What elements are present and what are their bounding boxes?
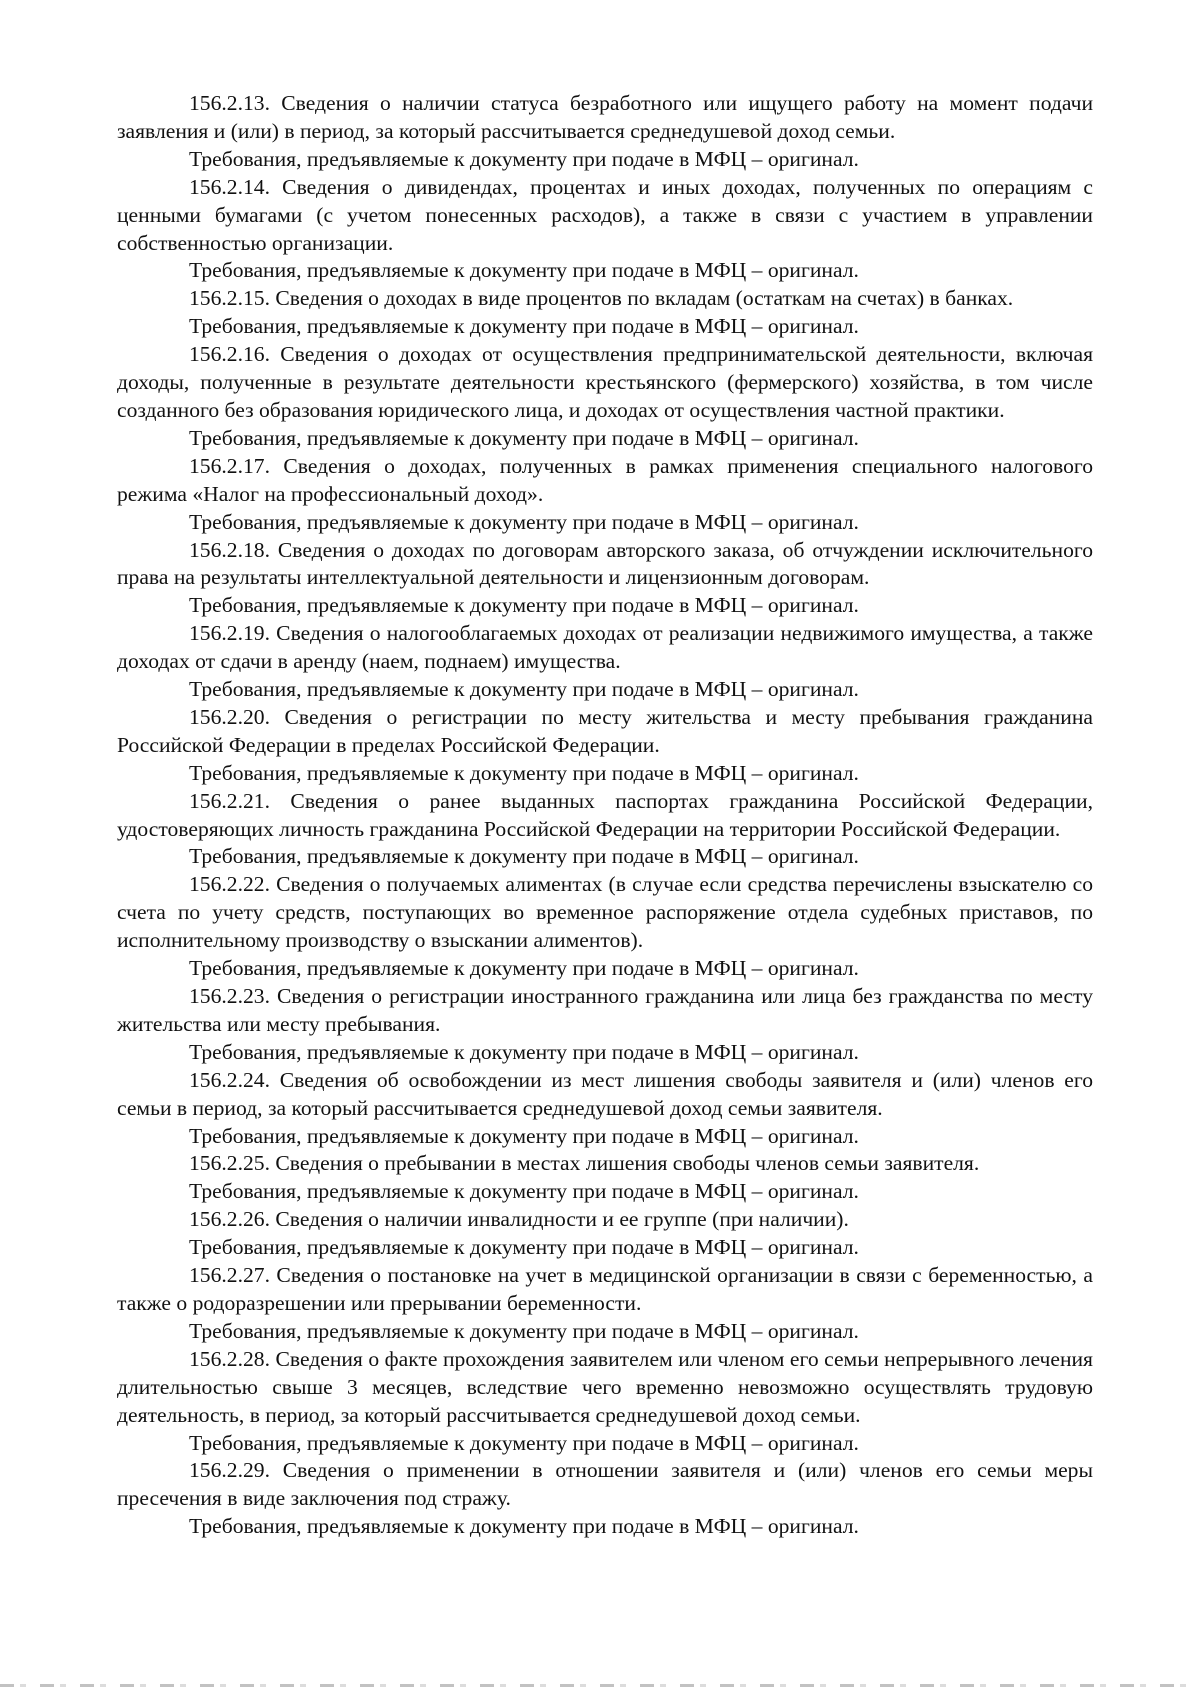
requirement-line: Требования, предъявляемые к документу при подаче в МФЦ – оригинал. <box>189 1514 859 1539</box>
requirement-line: Требования, предъявляемые к документу при подаче в МФЦ – оригинал. <box>189 258 859 283</box>
paragraph-156-2-21: 156.2.21. Сведения о ранее выданных паспортах гражданина Российской Федерации, удостоверяющих личность гражданина Российской Федерации на территории Российской Федерации. <box>117 788 1093 841</box>
paragraph-156-2-22: 156.2.22. Сведения о получаемых алиментах (в случае если средства перечислены взыскателю со счета по учету средств, поступающих во временное распоряжение отдела судебных приставов, по исполнительному производству о взыскании алиментов). <box>117 872 1093 953</box>
paragraph-156-2-26: 156.2.26. Сведения о наличии инвалидности и ее группе (при наличии). <box>189 1207 849 1232</box>
requirement-line: Требования, предъявляемые к документу при подаче в МФЦ – оригинал. <box>189 956 859 981</box>
scan-edge-artifact <box>0 1684 1200 1687</box>
paragraph-156-2-15: 156.2.15. Сведения о доходах в виде процентов по вкладам (остаткам на счетах) в банках. <box>189 286 1014 311</box>
paragraph-156-2-23: 156.2.23. Сведения о регистрации иностранного гражданина или лица без гражданства по месту жительства или месту пребывания. <box>117 984 1093 1036</box>
paragraph-156-2-28: 156.2.28. Сведения о факте прохождения заявителем или членом его семьи непрерывного лечения длительностью свыше 3 месяцев, вследствие чего временно невозможно осуществлять трудовую деятельность, в период, за который рассчитывается среднедушевой доход семьи. <box>117 1346 1093 1427</box>
paragraph-156-2-17: 156.2.17. Сведения о доходах, полученных в рамках применения специального налогового режима «Налог на профессиональный доход». <box>117 453 1093 506</box>
paragraph-156-2-19: 156.2.19. Сведения о налогооблагаемых доходах от реализации недвижимого имущества, а также доходах от сдачи в аренду (наем, поднаем) имущества. <box>117 621 1093 674</box>
requirement-line: Требования, предъявляемые к документу при подаче в МФЦ – оригинал. <box>189 593 859 618</box>
paragraph-156-2-20: 156.2.20. Сведения о регистрации по месту жительства и месту пребывания гражданина Российской Федерации в пределах Российской Федерации. <box>117 704 1093 757</box>
paragraph-156-2-13: 156.2.13. Сведения о наличии статуса безработного или ищущего работу на момент подачи заявления и (или) в период, за который рассчитывается среднедушевой доход семьи. <box>117 91 1093 143</box>
paragraph-156-2-24: 156.2.24. Сведения об освобождении из мест лишения свободы заявителя и (или) членов его семьи в период, за который рассчитывается среднедушевой доход семьи заявителя. <box>117 1067 1093 1120</box>
requirement-line: Требования, предъявляемые к документу при подаче в МФЦ – оригинал. <box>189 1235 859 1260</box>
requirement-line: Требования, предъявляемые к документу при подаче в МФЦ – оригинал. <box>189 1318 859 1343</box>
requirement-line: Требования, предъявляемые к документу при подаче в МФЦ – оригинал. <box>189 844 859 869</box>
requirement-line: Требования, предъявляемые к документу при подаче в МФЦ – оригинал. <box>189 146 859 171</box>
paragraph-156-2-16: 156.2.16. Сведения о доходах от осуществления предпринимательской деятельности, включая доходы, полученные в результате деятельности крестьянского (фермерского) хозяйства, в том числе созданного без образования юридического лица, и доходах от осуществления частной практики. <box>117 342 1093 422</box>
requirement-line: Требования, предъявляемые к документу при подаче в МФЦ – оригинал. <box>189 677 859 702</box>
document-body <box>117 90 1093 1541</box>
requirement-line: Требования, предъявляемые к документу при подаче в МФЦ – оригинал. <box>189 1430 859 1455</box>
requirement-line: Требования, предъявляемые к документу при подаче в МФЦ – оригинал. <box>189 1123 859 1148</box>
paragraph-156-2-14: 156.2.14. Сведения о дивидендах, процентах и иных доходах, полученных по операциям с ценными бумагами (с учетом понесенных расходов), а также в связи с участием в управлении собственностью организации. <box>117 174 1093 255</box>
requirement-line: Требования, предъявляемые к документу при подаче в МФЦ – оригинал. <box>189 425 859 450</box>
paragraph-156-2-27: 156.2.27. Сведения о постановке на учет в медицинской организации в связи с беременностью, а также о родоразрешении или прерывании беременности. <box>117 1263 1093 1315</box>
paragraph-156-2-18: 156.2.18. Сведения о доходах по договорам авторского заказа, об отчуждении исключительного права на результаты интеллектуальной деятельности и лицензионным договорам. <box>117 537 1093 590</box>
requirement-line: Требования, предъявляемые к документу при подаче в МФЦ – оригинал. <box>189 314 859 339</box>
requirement-line: Требования, предъявляемые к документу при подаче в МФЦ – оригинал. <box>189 1039 859 1064</box>
requirement-line: Требования, предъявляемые к документу при подаче в МФЦ – оригинал. <box>189 509 859 534</box>
requirement-line: Требования, предъявляемые к документу при подаче в МФЦ – оригинал. <box>189 1179 859 1204</box>
requirement-line: Требования, предъявляемые к документу при подаче в МФЦ – оригинал. <box>189 760 859 785</box>
paragraph-156-2-25: 156.2.25. Сведения о пребывании в местах лишения свободы членов семьи заявителя. <box>189 1151 980 1176</box>
paragraph-156-2-29: 156.2.29. Сведения о применении в отношении заявителя и (или) членов его семьи меры пресечения в виде заключения под стражу. <box>117 1458 1093 1511</box>
